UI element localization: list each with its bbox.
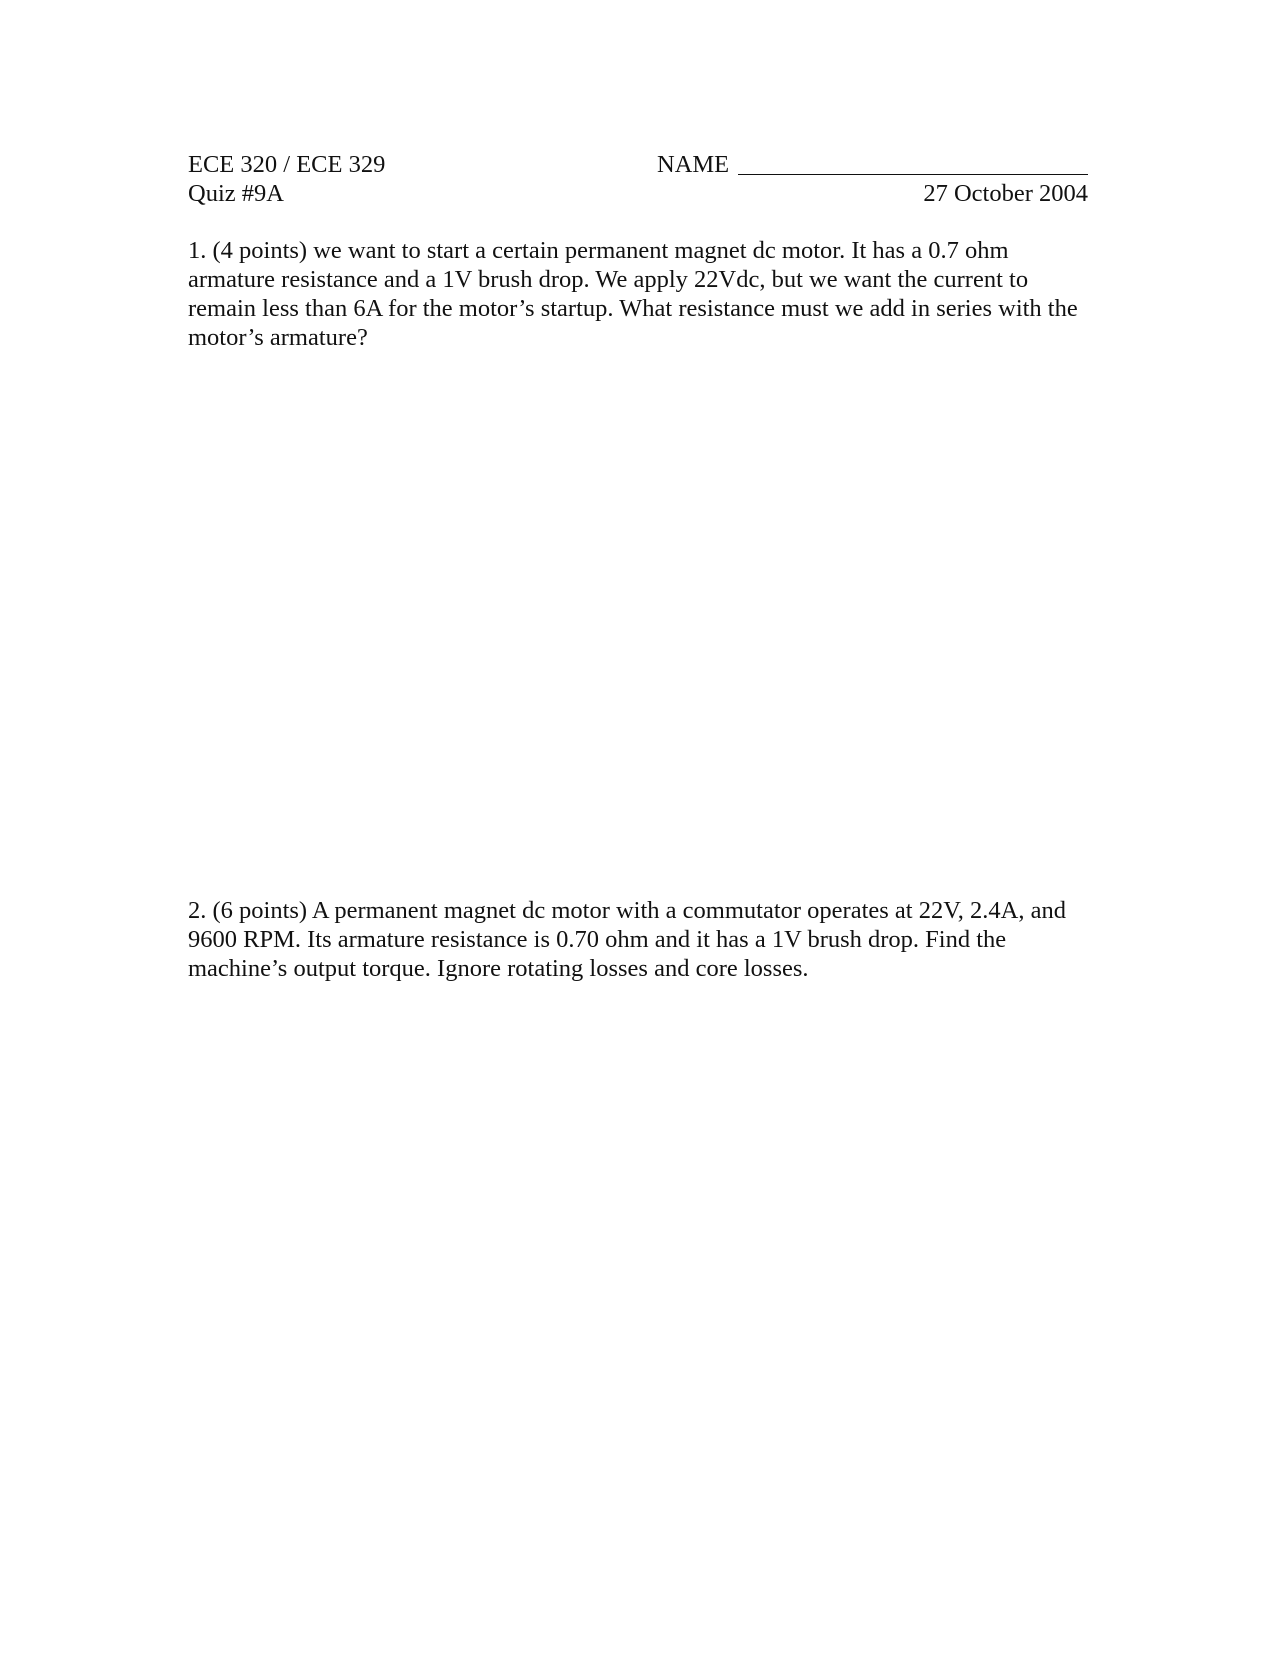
name-label: NAME [657, 151, 730, 178]
course-title: ECE 320 / ECE 329 [188, 151, 386, 178]
question-1: 1. (4 points) we want to start a certain permanent magnet dc motor. It has a 0.7 ohm armature resistance and a 1V brush drop. We apply 22Vdc, but we want the current to remain less than 6A for the motor’s startup. What resistance must we add in series with the motor’s armature? [188, 237, 1078, 351]
quiz-number: Quiz #9A [188, 180, 284, 207]
question-2: 2. (6 points) A permanent magnet dc motor with a commutator operates at 22V, 2.4A, and 9600 RPM. Its armature resistance is 0.70 ohm and it has a 1V brush drop. Find the machine’s output torque. Ignore rotating losses and core losses. [188, 897, 1066, 982]
name-underline [738, 174, 1088, 175]
quiz-date: 27 October 2004 [923, 180, 1088, 207]
